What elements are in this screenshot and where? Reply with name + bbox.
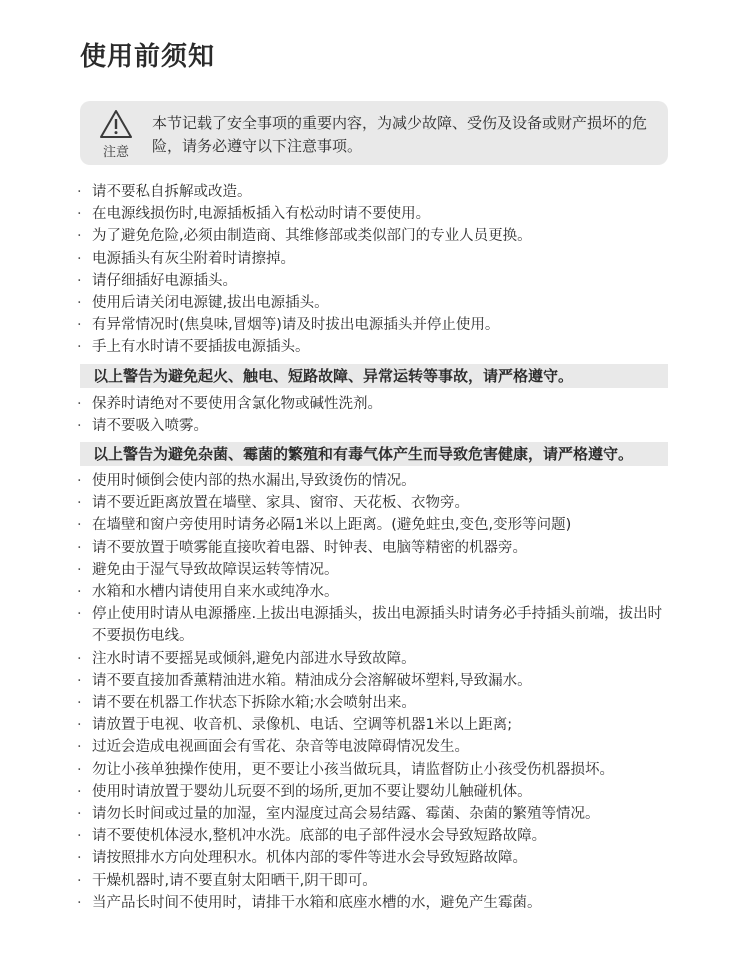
- bullet-icon: ·: [77, 650, 82, 667]
- list-item: [76, 492, 676, 514]
- list-item-text: 请仔细插好电源插头。: [92, 272, 237, 289]
- list-item: [76, 181, 676, 203]
- bullet-icon: ·: [77, 184, 82, 200]
- list-item-text: 水箱和水槽内请使用自来水或纯净水。: [92, 584, 339, 601]
- list-item-text: 请按照排水方向处理积水。机体内部的零件等进水会导致短路故障。: [92, 850, 527, 867]
- list-item: [76, 470, 676, 492]
- list-item-text: 请不要私自拆解或改造。: [92, 184, 252, 200]
- list-item-text: 为了避免危险,必须由制造商、其维修部或类似部门的专业人员更换。: [92, 228, 532, 245]
- bullet-icon: ·: [77, 695, 82, 712]
- list-item-text: 注水时请不要摇晃或倾斜,避免内部进水导致故障。: [92, 650, 416, 667]
- list-item: [76, 314, 676, 336]
- bullet-icon: ·: [77, 418, 82, 435]
- list-item: [76, 892, 676, 914]
- list-item: [76, 415, 676, 437]
- list-item: [76, 537, 676, 559]
- list-item-text: 勿让小孩单独操作使用，更不要让小孩当做玩具，请监督防止小孩受伤机器损坏。: [92, 761, 614, 778]
- bullet-icon: ·: [77, 206, 82, 223]
- list-item: [76, 670, 676, 692]
- bullet-icon: ·: [77, 606, 82, 623]
- bullet-icon: ·: [77, 739, 82, 756]
- list-item: [76, 559, 676, 581]
- list-item: [76, 803, 676, 825]
- list-item-text: 请放置于电视、收音机、录像机、电话、空调等机器1米以上距离;: [92, 717, 513, 734]
- bullet-icon: ·: [77, 584, 82, 601]
- bullet-icon: ·: [77, 828, 82, 845]
- safety-list-usage: [76, 470, 676, 914]
- bullet-icon: ·: [77, 872, 82, 889]
- list-item: [76, 292, 676, 314]
- bullet-icon: ·: [77, 495, 82, 512]
- bullet-icon: ·: [77, 228, 82, 245]
- list-item-text: 请不要放置于喷雾能直接吹着电器、时钟表、电脑等精密的机器旁。: [92, 539, 527, 556]
- list-item: [76, 714, 676, 736]
- bullet-icon: ·: [77, 272, 82, 289]
- list-item: [76, 248, 676, 270]
- bullet-icon: ·: [77, 396, 82, 412]
- list-item: [76, 270, 676, 292]
- bullet-icon: ·: [77, 517, 82, 534]
- warning-band-health: 以上警告为避免杂菌、霉菌的繁殖和有毒气体产生而导致危害健康，请严格遵守。: [80, 442, 668, 466]
- list-item: [76, 581, 676, 603]
- caution-label: 注意: [102, 145, 129, 160]
- list-item: [76, 648, 676, 670]
- bullet-icon: ·: [77, 894, 82, 911]
- list-item-text: 停止使用时请从电源播座.上拔出电源插头，拔出电源插头时请务必手持插头前端，拔出时不要损伤电线。: [92, 606, 663, 645]
- list-item-text: 当产品长时间不使用时，请排干水箱和底座水槽的水，避免产生霉菌。: [92, 894, 542, 911]
- list-item-text: 保养时请绝对不要使用含氯化物或碱性洗剂。: [92, 396, 382, 412]
- list-item: [76, 203, 676, 225]
- list-item-text: 过近会造成电视画面会有雪花、杂音等电波障碍情况发生。: [92, 739, 469, 756]
- list-item-text: 避免由于湿气导致故障误运转等情况。: [92, 561, 339, 578]
- safety-list-chemical: [76, 393, 676, 437]
- list-item: [76, 847, 676, 869]
- list-item: [76, 692, 676, 714]
- list-item-text: 请不要直接加香薰精油进水箱。精油成分会溶解破坏塑料,导致漏水。: [92, 672, 532, 689]
- list-item-text: 使用时请放置于婴幼儿玩耍不到的场所,更加不要让婴幼儿触碰机体。: [92, 783, 532, 800]
- list-item: [76, 603, 676, 647]
- bullet-icon: ·: [77, 806, 82, 823]
- caution-block: [97, 109, 135, 160]
- list-item-text: 请不要使机体浸水,整机冲水洗。底部的电子部件浸水会导致短路故障。: [92, 828, 547, 845]
- bullet-icon: ·: [77, 317, 82, 334]
- list-item-text: 使用时倾倒会使内部的热水漏出,导致烫伤的情况。: [92, 473, 416, 489]
- bullet-icon: ·: [77, 250, 82, 267]
- list-item-text: 请不要在机器工作状态下拆除水箱;水会喷射出来。: [92, 695, 416, 712]
- list-item-text: 手上有水时请不要插拔电源插头。: [92, 339, 310, 356]
- bullet-icon: ·: [77, 761, 82, 778]
- warning-band-fire: 以上警告为避免起火、触电、短路故障、异常运转等事故，请严格遵守。: [80, 364, 668, 388]
- list-item: [76, 393, 676, 415]
- warning-triangle-icon: [99, 109, 133, 139]
- list-item-text: 使用后请关闭电源键,拔出电源插头。: [92, 295, 329, 312]
- list-item-text: 电源插头有灰尘附着时请擦掉。: [92, 250, 295, 267]
- bullet-icon: ·: [77, 473, 82, 489]
- list-item-text: 请不要近距离放置在墙壁、家具、窗帘、天花板、衣物旁。: [92, 495, 469, 512]
- list-item: [76, 759, 676, 781]
- list-item-text: 在电源线损伤时,电源插板插入有松动时请不要使用。: [92, 206, 431, 223]
- bullet-icon: ·: [77, 850, 82, 867]
- list-item: [76, 336, 676, 358]
- bullet-icon: ·: [77, 783, 82, 800]
- bullet-icon: ·: [77, 672, 82, 689]
- bullet-icon: ·: [77, 539, 82, 556]
- list-item: [76, 781, 676, 803]
- caution-notice-box: [80, 101, 668, 165]
- list-item: [76, 514, 676, 536]
- list-item-text: 干燥机器时,请不要直射太阳晒干,阴干即可。: [92, 872, 377, 889]
- list-item-text: 请不要吸入喷雾。: [92, 418, 208, 435]
- caution-text: 本节记载了安全事项的重要内容，为减少故障、受伤及设备或财产损坏的危险，请务必遵守以下注意事项。: [152, 114, 648, 155]
- list-item-text: 在墙壁和窗户旁使用时请务必隔1米以上距离。(避免蛀虫,变色,变形等问题): [92, 517, 572, 534]
- list-item: [76, 825, 676, 847]
- bullet-icon: ·: [77, 339, 82, 356]
- bullet-icon: ·: [77, 717, 82, 734]
- list-item: [76, 225, 676, 247]
- safety-list-electrical: [76, 181, 676, 359]
- list-item-text: 请勿长时间或过量的加湿，室内湿度过高会易结露、霉菌、杂菌的繁殖等情况。: [92, 806, 600, 823]
- page-title: 使用前须知: [80, 42, 216, 72]
- bullet-icon: ·: [77, 561, 82, 578]
- list-item: [76, 870, 676, 892]
- bullet-icon: ·: [77, 295, 82, 312]
- list-item-text: 有异常情况时(焦臭味,冒烟等)请及时拔出电源插头并停止使用。: [92, 317, 500, 334]
- list-item: [76, 736, 676, 758]
